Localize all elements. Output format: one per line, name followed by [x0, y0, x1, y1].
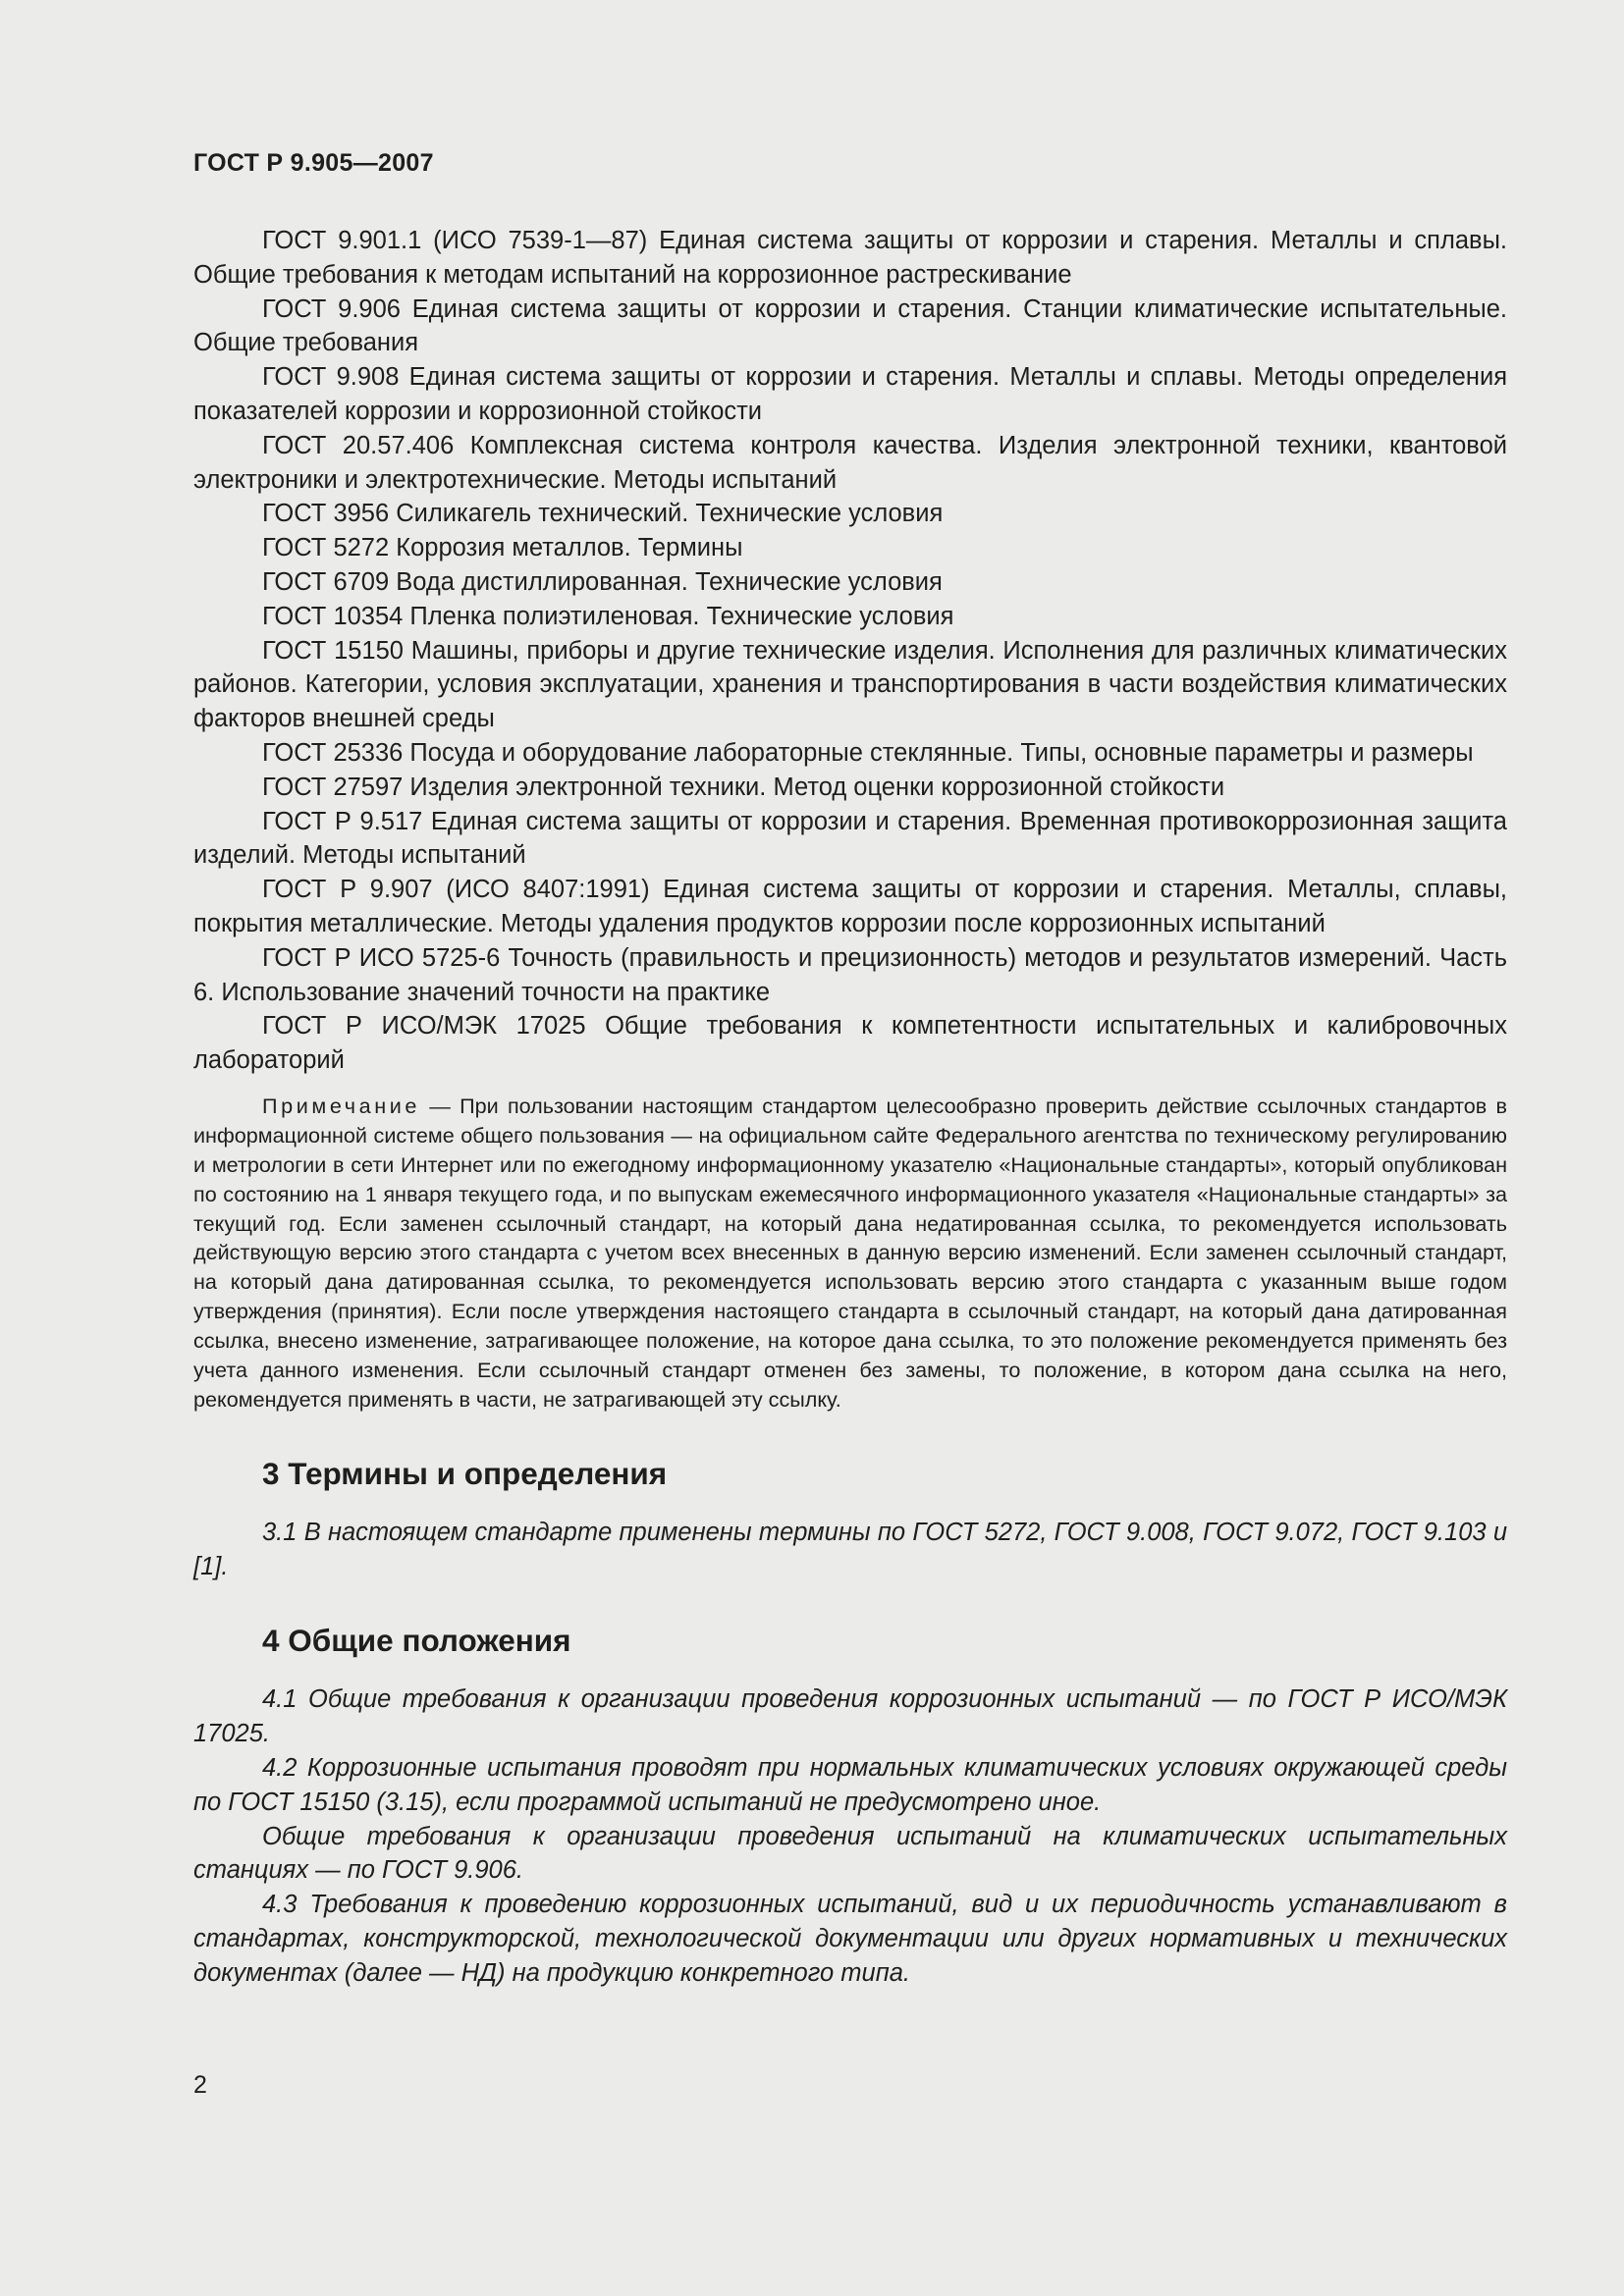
reference-item: ГОСТ 15150 Машины, приборы и другие технические изделия. Исполнения для различных климатических районов. Категории, условия эксплуатации, хранения и транспортирования в части воздействия климатических факторов внешней среды [193, 636, 1507, 733]
section-3-title: 3 Термины и определения [262, 1455, 668, 1491]
note-label: Примечание [262, 1093, 420, 1118]
section-4-title: 4 Общие положения [262, 1623, 571, 1659]
page-content [193, 224, 1507, 1991]
reference-item: ГОСТ 5272 Коррозия металлов. Термины [262, 534, 743, 562]
reference-item: ГОСТ Р 9.907 (ИСО 8407:1991) Единая система защиты от коррозии и старения. Металлы, сплавы, покрытия металлические. Методы удаления продуктов коррозии после коррозионных испытаний [193, 876, 1507, 937]
section-4-paragraph: Общие требования к организации проведения испытаний на климатических испытательных станциях — по ГОСТ 9.906. [193, 1822, 1507, 1885]
section-4-paragraph: 4.1 Общие требования к организации проведения коррозионных испытаний — по ГОСТ Р ИСО/МЭК 17025. [193, 1685, 1507, 1748]
reference-item: ГОСТ Р 9.517 Единая система защиты от коррозии и старения. Временная противокоррозионная защита изделий. Методы испытаний [193, 807, 1507, 870]
reference-item: ГОСТ 27597 Изделия электронной техники. Метод оценки коррозионной стойкости [262, 773, 1225, 801]
note-text: — При пользовании настоящим стандартом целесообразно проверить действие ссылочных стандартов в информационной системе общего пользования — на официальном сайте Федерального агентства по техническому регулированию и метрологии в сети Интернет или по ежегодному информационному указателю «Национальные стандарты», который опубликован по состоянию на 1 января текущего года, и по выпускам ежемесячного информационного указателя «Национальные стандарты» за текущий год. Если заменен ссылочный стандарт, на который дана недатированная ссылка, то рекомендуется использовать действующую версию этого стандарта с учетом всех внесенных в данную версию изменений. Если заменен ссылочный стандарт, на который дана датированная ссылка, то рекомендуется использовать версию этого стандарта с указанным выше годом утверждения (принятия). Если после утверждения настоящего стандарта в ссылочный стандарт, на который дана датированная ссылка, внесено изменение, затрагивающее положение, на которое дана ссылка, то это положение рекомендуется применять без учета данного изменения. Если ссылочный стандарт отменен без замены, то положение, в котором дана ссылка на него, рекомендуется применять в части, не затрагивающей эту ссылку. [193, 1093, 1507, 1412]
section-4-paragraph: 4.3 Требования к проведению коррозионных испытаний, вид и их периодичность устанавливают в стандартах, конструкторской, технологической документации или других нормативных и технических документах (далее — НД) на продукцию конкретного типа. [193, 1891, 1507, 1987]
section-4-body [193, 1682, 1507, 1990]
reference-item: ГОСТ 9.908 Единая система защиты от коррозии и старения. Металлы и сплавы. Методы определения показателей коррозии и коррозионной стойкости [193, 363, 1507, 425]
reference-item: ГОСТ 6709 Вода дистиллированная. Технические условия [262, 567, 943, 596]
section-3-body [193, 1516, 1507, 1584]
reference-item: ГОСТ Р ИСО 5725-6 Точность (правильность и прецизионность) методов и результатов измерений. Часть 6. Использование значений точности на практике [193, 943, 1507, 1006]
section-3-paragraph: 3.1 В настоящем стандарте применены термины по ГОСТ 5272, ГОСТ 9.008, ГОСТ 9.072, ГОСТ 9.103 и [1]. [193, 1518, 1507, 1580]
normative-references-list [193, 224, 1507, 1078]
reference-item: ГОСТ 20.57.406 Комплексная система контроля качества. Изделия электронной техники, квантовой электроники и электротехнические. Методы испытаний [193, 431, 1507, 494]
note-paragraph [193, 1092, 1507, 1415]
reference-item: ГОСТ 9.906 Единая система защиты от коррозии и старения. Станции климатические испытательные. Общие требования [193, 294, 1507, 357]
reference-item: ГОСТ 25336 Посуда и оборудование лабораторные стеклянные. Типы, основные параметры и размеры [262, 738, 1474, 767]
reference-item: ГОСТ 3956 Силикагель технический. Технические условия [262, 500, 944, 528]
running-header: ГОСТ Р 9.905—2007 [193, 149, 434, 177]
section-4-paragraph: 4.2 Коррозионные испытания проводят при нормальных климатических условиях окружающей среды по ГОСТ 15150 (3.15), если программой испытаний не предусмотрено иное. [193, 1754, 1507, 1816]
page-number: 2 [193, 2071, 207, 2099]
reference-item: ГОСТ 10354 Пленка полиэтиленовая. Технические условия [262, 602, 954, 630]
reference-item: ГОСТ Р ИСО/МЭК 17025 Общие требования к компетентности испытательных и калибровочных лабораторий [193, 1012, 1507, 1075]
reference-item: ГОСТ 9.901.1 (ИСО 7539-1—87) Единая система защиты от коррозии и старения. Металлы и сплавы. Общие требования к методам испытаний на коррозионное растрескивание [193, 227, 1507, 289]
